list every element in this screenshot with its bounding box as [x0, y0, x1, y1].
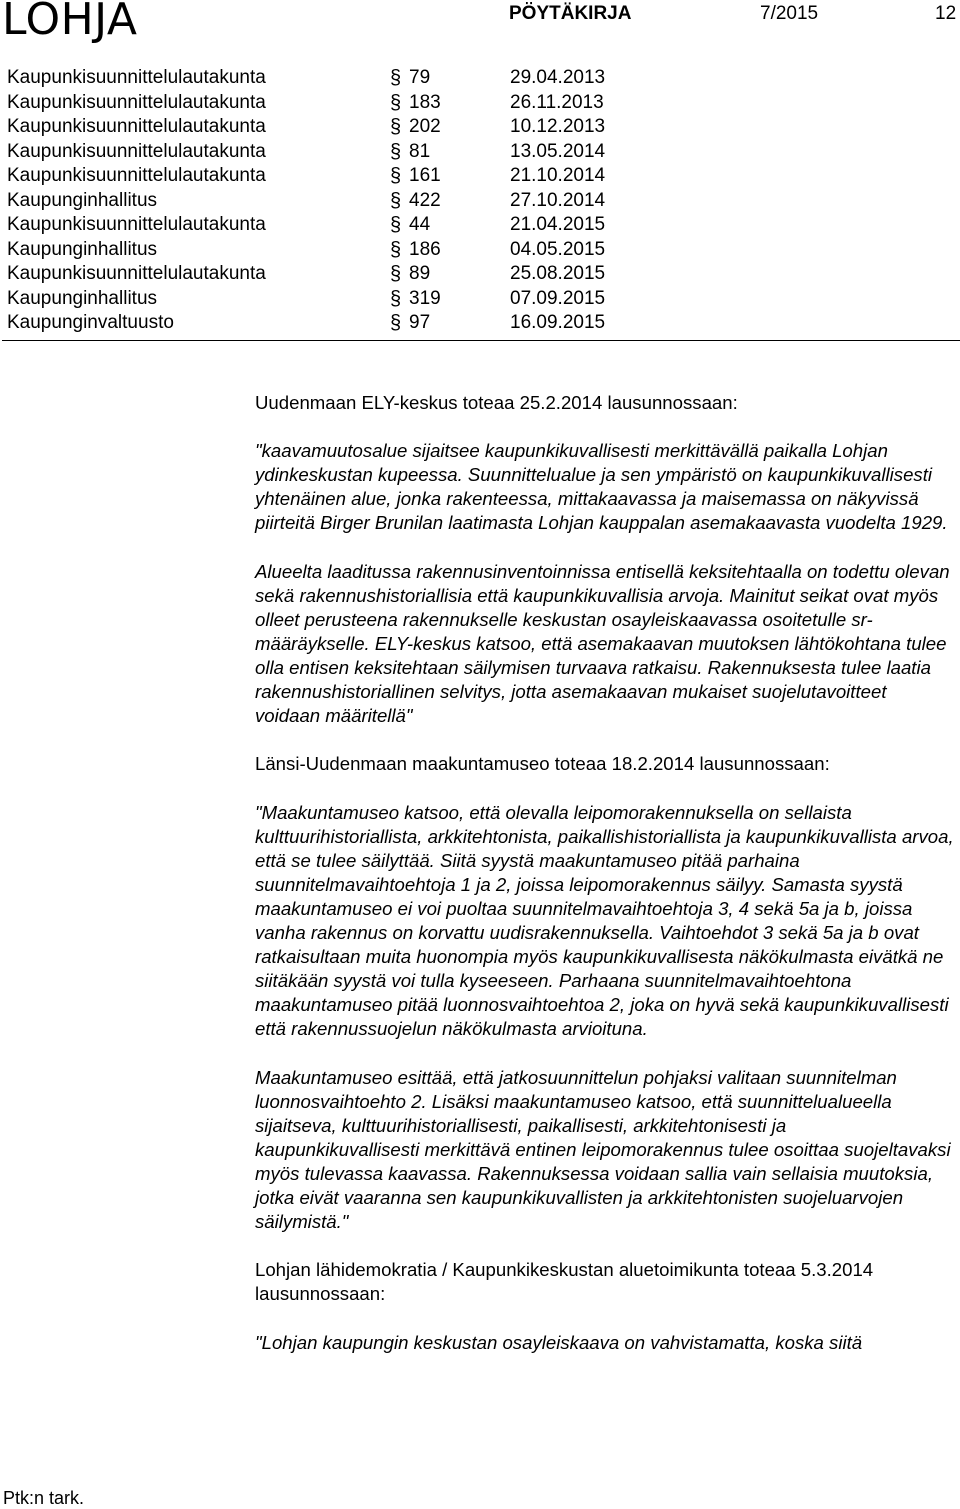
logo: LOHJA — [2, 0, 138, 45]
history-body: Kaupunkisuunnittelulautakunta — [7, 214, 266, 235]
quoted-statement: Maakuntamuseo esittää, että jatkosuunnittelun pohjaksi valitaan suunnitelman luonnosvaihtoehto 2. Lisäksi maakuntamuseo katsoo, että suunnittelualueella sijaitseva, kulttuurihistoriallisesti, paikallisesti, arkkitehtonisesti ja kaupunkikuvallisesti merkittävä entinen leipomorakennus tulee osoittaa suojeltavaksi myös tulevassa kaavassa. Rakennuksessa voidaan sallia vain sellaisia muutoksia, jotka eivät vaaranna sen kaupunkikuvallisten ja arkkitehtonisten suojeluarvojen säilymistä." — [255, 1066, 951, 1233]
history-row — [7, 115, 960, 140]
section-symbol: § — [390, 165, 402, 187]
statement-intro: Uudenmaan ELY-keskus toteaa 25.2.2014 lausunnossaan: — [255, 392, 738, 413]
meeting-date: 29.04.2013 — [510, 67, 606, 88]
meeting-date: 10.12.2013 — [510, 116, 606, 137]
section-number: 44 — [409, 214, 431, 235]
quoted-statement: "Lohjan kaupungin keskustan osayleiskaava on vahvistamatta, koska siitä — [255, 1331, 863, 1353]
meeting-date: 26.11.2013 — [510, 91, 604, 113]
section-number: 186 — [409, 238, 441, 260]
quoted-statement: Alueelta laaditussa rakennusinventoinnissa entisellä keksitehtaalla on todettu olevan sekä rakennushistoriallisia että kaupunkikuvallisia arvoja. Mainitut seikat ovat myös olleet perusteena rakennukselle keskustan osayleiskaavassa osoitetulle sr-määräykselle. ELY-keskus katsoo, että asemakaavan muutoksen lähtökohtana tulee olla entisen keksitehtaan säilymisen turvaava ratkaisu. Rakennuksesta tulee laatia rakennushistoriallinen selvitys, jotta asemakaavan mukaiset suojelutavoitteet voidaan määritellä" — [255, 560, 950, 727]
history-body: Kaupunginhallitus — [7, 189, 158, 211]
document-body — [255, 391, 955, 1379]
history-row — [7, 66, 960, 91]
section-symbol: § — [390, 91, 402, 114]
history-body: Kaupunginvaltuusto — [7, 312, 174, 333]
history-body: Kaupunkisuunnittelulautakunta — [7, 91, 266, 113]
meeting-date: 04.05.2015 — [510, 238, 606, 260]
meeting-date: 16.09.2015 — [510, 312, 606, 333]
history-row — [7, 262, 960, 287]
history-body: Kaupunkisuunnittelulautakunta — [7, 140, 266, 162]
statement-intro: Länsi-Uudenmaan maakuntamuseo toteaa 18.2.2014 lausunnossaan: — [255, 753, 830, 775]
document-type: PÖYTÄKIRJA — [509, 3, 632, 24]
history-row — [7, 140, 960, 165]
history-row — [7, 287, 960, 312]
section-symbol: § — [390, 238, 402, 261]
section-number: 161 — [409, 165, 441, 186]
quoted-statement: "kaavamuutosalue sijaitsee kaupunkikuvallisesti merkittävällä paikalla Lohjan ydinkeskustan kupeessa. Suunnittelualue ja sen ympäristö on kaupunkikuvallisesti yhtenäinen alue, jonka rakenteessa, mittakaavassa ja maisemassa on näkyvissä piirteitä Birger Brunilan laatimasta Lohjan kauppalan asemakaavasta vuodelta 1929. — [255, 440, 948, 534]
page-number: 12 — [935, 3, 957, 24]
document-number: 7/2015 — [760, 3, 819, 24]
history-row — [7, 238, 960, 263]
section-number: 319 — [409, 287, 441, 309]
history-body: Kaupunginhallitus — [7, 287, 158, 309]
section-number: 79 — [409, 67, 431, 88]
section-symbol: § — [390, 189, 402, 212]
meeting-date: 21.04.2015 — [510, 214, 606, 235]
history-body: Kaupunkisuunnittelulautakunta — [7, 165, 266, 186]
divider — [2, 340, 960, 341]
section-number: 422 — [409, 189, 441, 211]
page-header — [0, 0, 960, 44]
section-number: 97 — [409, 312, 431, 333]
history-body: Kaupunginhallitus — [7, 238, 158, 260]
section-symbol: § — [390, 116, 402, 138]
section-number: 81 — [409, 140, 431, 162]
history-body: Kaupunkisuunnittelulautakunta — [7, 116, 266, 137]
section-symbol: § — [390, 312, 402, 334]
meeting-date: 21.10.2014 — [510, 165, 606, 186]
history-body: Kaupunkisuunnittelulautakunta — [7, 67, 266, 88]
section-symbol: § — [390, 67, 402, 89]
quoted-statement: "Maakuntamuseo katsoo, että olevalla leipomorakennuksella on sellaista kulttuurihistoriallista, arkkitehtonista, paikallishistoriallista ja kaupunkikuvallista arvoa, että se tulee säilyttää. Siitä syystä maakuntamuseo pitää parhaina suunnitelmavaihtoehtoja 1 ja 2, joissa leipomorakennus säilyy. Samasta syystä maakuntamuseo ei voi puoltaa suunnitelmavaihtoehtoja 3, 4 sekä 5a ja b, joissa vanha rakennus on korvattu uudisrakennuksella. Vaihtoehdot 3 sekä 5a ja b ovat ratkaisultaan muita huonompia myös kaupunkikuvallisesta näkökulmasta eivätkä ne siitäkään syystä voi tulla kyseeseen. Parhaana suunnitelmavaihtoehtona maakuntamuseo pitää luonnosvaihtoehtoa 2, joka on hyvä sekä kaupunkikuvallisesti että rakennussuojelun näkökulmasta arvioituna. — [255, 801, 954, 1040]
section-number: 202 — [409, 116, 441, 137]
section-number: 89 — [409, 263, 431, 284]
section-symbol: § — [390, 287, 402, 310]
history-row — [7, 213, 960, 238]
history-row — [7, 311, 960, 336]
history-body: Kaupunkisuunnittelulautakunta — [7, 263, 266, 284]
section-symbol: § — [390, 140, 402, 163]
section-symbol: § — [390, 263, 402, 285]
section-number: 183 — [409, 91, 441, 113]
decision-history — [7, 66, 960, 336]
history-row — [7, 91, 960, 116]
meeting-date: 07.09.2015 — [510, 287, 606, 309]
meeting-date: 25.08.2015 — [510, 263, 606, 284]
meeting-date: 27.10.2014 — [510, 189, 606, 211]
history-row — [7, 164, 960, 189]
meeting-date: 13.05.2014 — [510, 140, 606, 162]
statement-intro: Lohjan lähidemokratia / Kaupunkikeskustan aluetoimikunta toteaa 5.3.2014 lausunnossaan: — [255, 1259, 874, 1305]
section-symbol: § — [390, 214, 402, 236]
footer-inspection-note: Ptk:n tark. — [3, 1488, 85, 1508]
history-row — [7, 189, 960, 214]
